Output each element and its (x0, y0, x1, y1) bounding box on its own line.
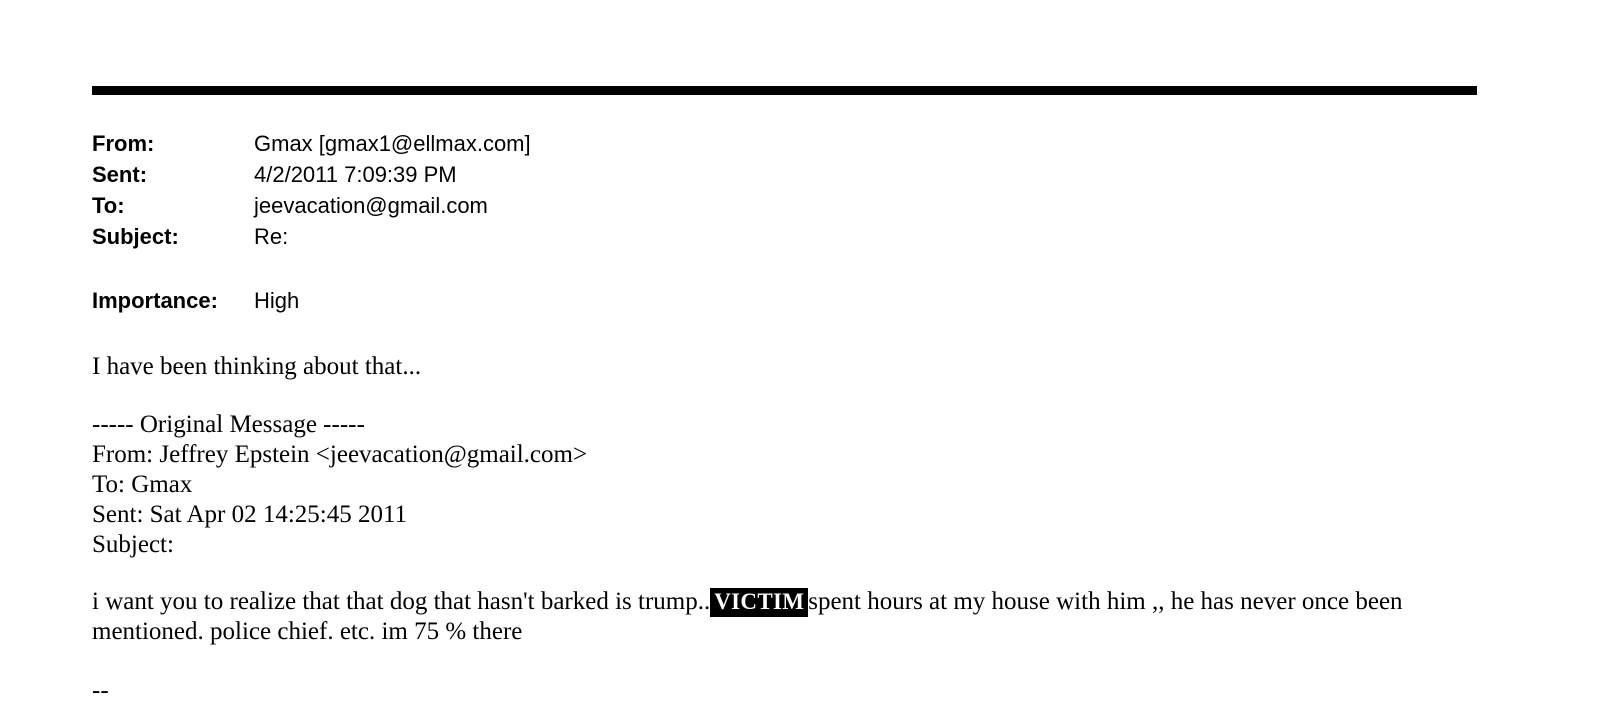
header-value-sent: 4/2/2011 7:09:39 PM (254, 162, 457, 187)
header-label-from: From: (92, 131, 155, 156)
original-message-sent: Sent: Sat Apr 02 14:25:45 2011 (92, 501, 408, 528)
header-label-to: To: (92, 193, 125, 218)
original-message-block (92, 410, 587, 560)
body-paragraph (92, 587, 1492, 647)
original-message-separator: ----- Original Message ----- (92, 411, 365, 438)
body-text-before-redaction: i want you to realize that that dog that hasn't barked is trump.. (92, 588, 711, 615)
header-value-to: jeevacation@gmail.com (254, 193, 488, 218)
body-text-after-redaction: spent hours at my house with him ,, he has never once been (808, 588, 1403, 615)
body-opening-line: I have been thinking about that... (92, 353, 422, 380)
original-message-subject: Subject: (92, 531, 174, 558)
header-row-from (92, 128, 1092, 159)
original-message-to: To: Gmax (92, 471, 193, 498)
body-paragraph-line-1 (92, 587, 1492, 617)
header-label-sent: Sent: (92, 162, 148, 187)
header-divider-rule (92, 86, 1477, 95)
original-message-from: From: Jeffrey Epstein <jeevacation@gmail.com> (92, 441, 588, 468)
header-value-from: Gmax [gmax1@ellmax.com] (254, 131, 531, 156)
redaction-label-victim: VICTIM (710, 588, 808, 617)
signature-dashes: -- (92, 677, 109, 704)
header-row-importance (92, 285, 299, 316)
header-value-importance: High (254, 288, 300, 313)
header-row-sent (92, 159, 1092, 190)
header-label-importance: Importance: (92, 288, 218, 313)
header-row-subject (92, 221, 1092, 252)
email-header-block (92, 128, 1092, 252)
header-row-to (92, 190, 1092, 221)
header-value-subject: Re: (254, 224, 289, 249)
body-paragraph-line-2: mentioned. police chief. etc. im 75 % there (92, 618, 523, 645)
header-label-subject: Subject: (92, 224, 179, 249)
